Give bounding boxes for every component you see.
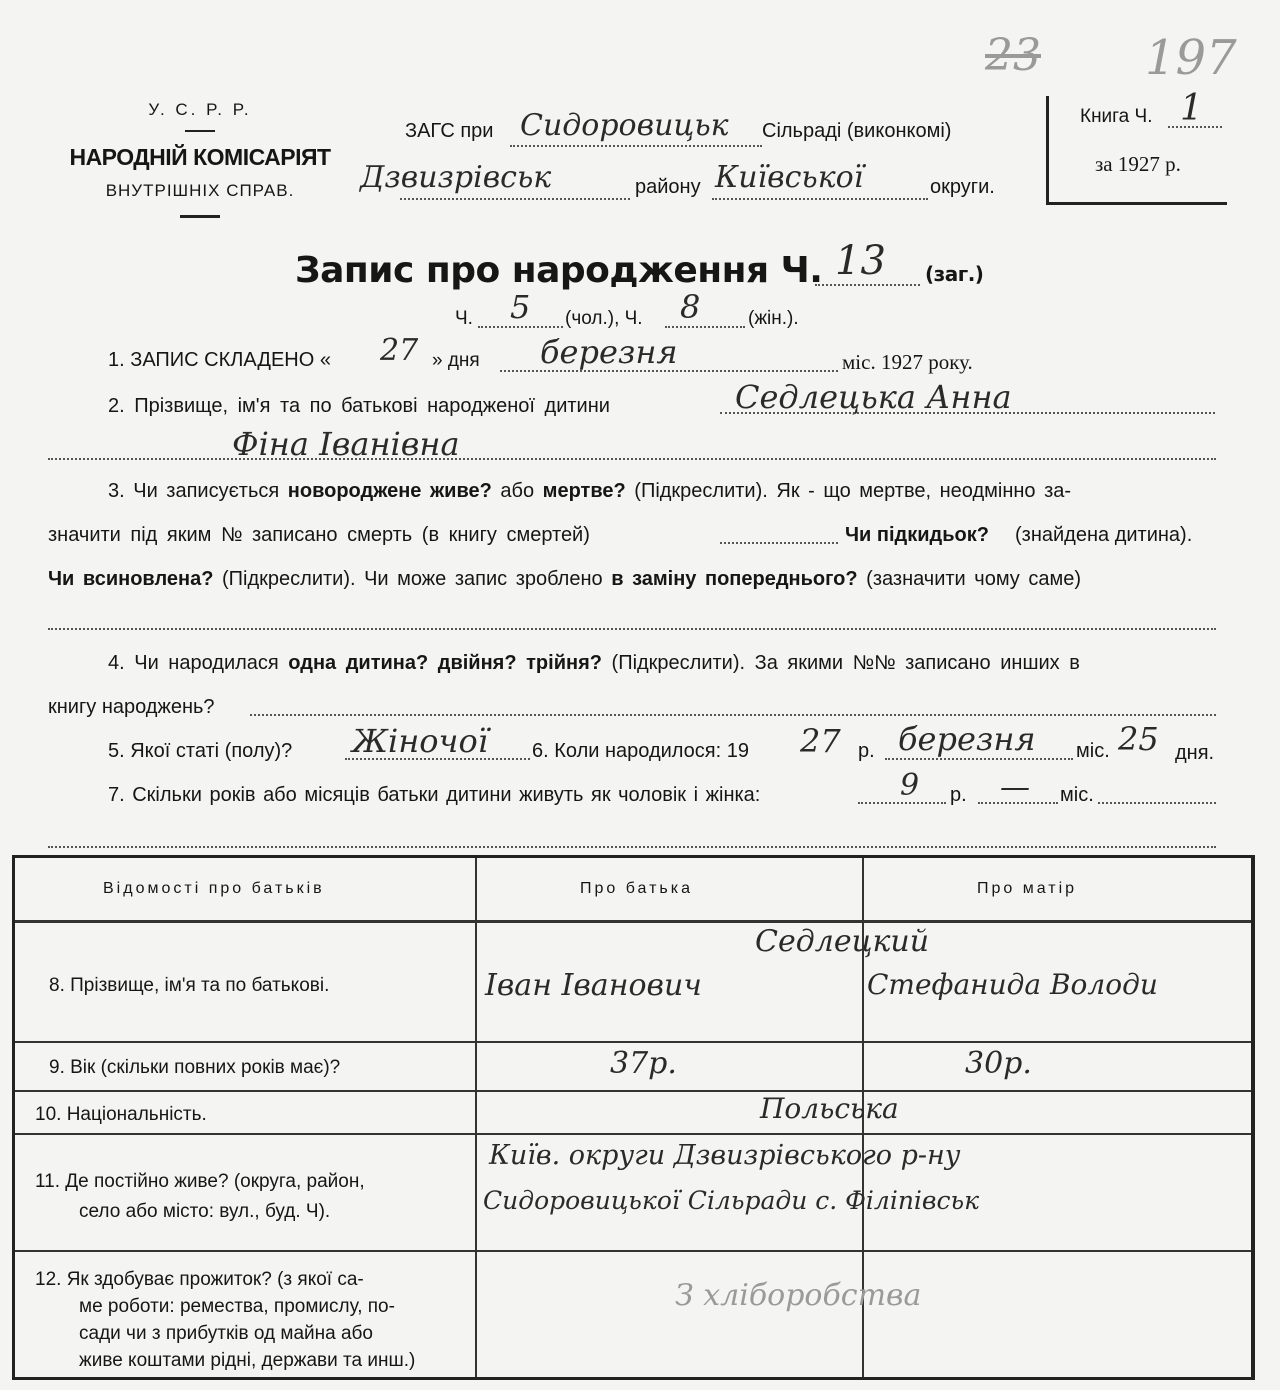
nationality: Польська — [760, 1092, 899, 1125]
f3-adopt-q: Чи всиновлена? — [48, 568, 214, 590]
f3-found-note: (знайдена дитина). — [1015, 524, 1193, 546]
internal-affairs-label: ВНУТРІШНІХ СПРАВ. — [105, 181, 295, 200]
f1-day: 27 — [380, 333, 419, 368]
f6-r: р. — [858, 740, 875, 762]
row12-label-3: сади чи з прибутків од майна або — [79, 1323, 373, 1344]
row-divider — [15, 1041, 1251, 1043]
dotted-line — [48, 846, 1216, 848]
f6-mis: міс. — [1076, 740, 1110, 762]
dotted-line — [815, 284, 920, 286]
dotted-line — [345, 758, 530, 760]
f3-line3-mid: (Підкреслити). Чи може запис зроблено — [222, 568, 603, 590]
female-label: (жін.). — [748, 308, 799, 329]
f3-found-q: Чи підкидьок? — [845, 524, 989, 546]
book-label: Книга Ч. — [1080, 106, 1153, 127]
father-name: Іван Іванович — [485, 968, 702, 1003]
book-year: за 1927 р. — [1095, 152, 1181, 176]
dotted-line — [478, 326, 563, 328]
dotted-line — [978, 802, 1058, 804]
residence-line-1: Київ. округи Дзвизрівського р-ну — [489, 1140, 961, 1171]
commissariat-label: НАРОДНІЙ КОМІСАРІЯТ — [69, 144, 331, 170]
f7-mis: міс. — [1060, 784, 1094, 806]
sheet-number: 197 — [1145, 30, 1237, 86]
f6-label: 6. Коли народилося: 19 — [532, 740, 749, 762]
dotted-line — [400, 198, 630, 200]
f3-c: або — [500, 480, 535, 502]
f2-child-name-2: Фіна Іванівна — [232, 425, 460, 463]
f3-line3-end: (зазначити чому саме) — [866, 568, 1082, 590]
f4-b: одна дитина? двійня? трійня? — [288, 652, 602, 674]
f3-d: мертве? — [542, 480, 626, 502]
record-suffix: (заг.) — [925, 262, 984, 286]
livelihood: З хліборобства — [675, 1278, 922, 1313]
divider — [180, 215, 220, 218]
f1-label: 1. ЗАПИС СКЛАДЕНО « — [108, 349, 331, 371]
dotted-line — [858, 802, 946, 804]
issuer-block — [40, 100, 360, 218]
f4-line2: книгу народжень? — [48, 696, 215, 718]
row-divider — [15, 1090, 1251, 1092]
f3-line3 — [48, 568, 1081, 591]
zags-prefix: ЗАГС при — [405, 120, 494, 142]
row12-label-2: ме роботи: ремества, промислу, по- — [79, 1296, 395, 1317]
f7-r: р. — [950, 784, 967, 806]
f3-a: 3. Чи записується — [108, 480, 280, 502]
female-count: 8 — [680, 288, 701, 326]
dotted-line — [1098, 802, 1216, 804]
dotted-line — [1168, 126, 1222, 128]
f3-e: (Підкреслити). Як - що мертве, неодмінно за- — [634, 480, 1072, 502]
dotted-line — [720, 412, 1215, 414]
male-count: 5 — [510, 288, 531, 326]
f1-month: березня — [540, 333, 678, 371]
crossed-number: 23 — [985, 30, 1041, 81]
divider — [185, 130, 215, 132]
f6-day: 25 — [1118, 720, 1159, 758]
mother-name: Стефанида Володи — [867, 968, 1158, 1001]
record-number: 13 — [835, 238, 886, 284]
raion-label: району — [635, 176, 701, 198]
dotted-line — [48, 628, 1216, 630]
row11-label-1: 11. Де постійно живе? (округа, район, — [35, 1171, 365, 1192]
mother-age: 30р. — [965, 1046, 1032, 1081]
parents-table — [12, 855, 1255, 1380]
row12-label-1: 12. Як здобуває прожиток? (з якої са- — [35, 1269, 364, 1290]
okruha-name: Київської — [715, 160, 864, 195]
col-header-info: Відомості про батьків — [103, 880, 325, 897]
col-header-mother: Про матір — [977, 880, 1078, 897]
f4-line1 — [108, 652, 1080, 675]
f6-end: дня. — [1175, 742, 1215, 764]
f5-label: 5. Якої статі (полу)? — [108, 740, 293, 762]
f7-months: — — [1000, 770, 1030, 805]
dotted-line — [48, 458, 1216, 460]
zags-village: Сидоровицьк — [520, 108, 729, 143]
okruha-label: округи. — [930, 176, 995, 198]
book-number: 1 — [1180, 88, 1203, 129]
f1-mid: » дня — [432, 350, 480, 371]
row11-label-2: село або місто: вул., буд. Ч). — [79, 1201, 331, 1222]
f5-sex: Жіночої — [352, 722, 488, 760]
row10-label: 10. Національність. — [35, 1104, 207, 1125]
row-divider — [15, 1250, 1251, 1252]
f3-line2: значити під яким № записано смерть (в книгу смертей) — [48, 524, 590, 546]
dotted-line — [712, 198, 928, 200]
row-divider — [15, 1133, 1251, 1135]
father-age: 37р. — [610, 1046, 677, 1081]
f3-line1 — [108, 480, 1071, 503]
raion-name: Дзвизрівськ — [360, 160, 552, 195]
usrr-label: У. С. Р. Р. — [148, 100, 252, 119]
column-divider — [475, 858, 477, 1377]
dotted-line — [500, 370, 838, 372]
f7-years: 9 — [900, 768, 920, 803]
zags-suffix: Сільраді (виконкомі) — [762, 120, 952, 142]
row12-label-4: живе коштами рідні, держави та инш.) — [79, 1350, 416, 1371]
father-surname: Седлецкий — [755, 924, 930, 959]
row-divider — [15, 920, 1251, 923]
dotted-line — [250, 714, 1216, 716]
f6-month: березня — [898, 720, 1036, 758]
row9-label: 9. Вік (скільки повних років має)? — [49, 1057, 341, 1078]
row8-label: 8. Прізвище, ім'я та по батькові. — [49, 975, 330, 996]
f2-child-name-1: Седлецька Анна — [735, 378, 1012, 416]
male-prefix: Ч. — [455, 308, 473, 329]
f2-label: 2. Прізвище, ім'я та по батькові народженої дитини — [108, 395, 610, 417]
residence-line-2: Сидоровицької Сільради с. Філіпівськ — [483, 1186, 980, 1215]
dotted-line — [510, 145, 762, 147]
dotted-line — [885, 758, 1073, 760]
record-title: Запис про народження Ч. — [295, 250, 823, 291]
f4-c: (Підкреслити). За якими №№ записано инших в — [611, 652, 1080, 674]
f7-label: 7. Скільки років або місяців батьки дитини живуть як чоловік і жінка: — [108, 784, 761, 806]
f1-end: міс. 1927 року. — [842, 350, 973, 374]
f3-replace-q: в заміну попереднього? — [611, 568, 858, 590]
f3-b: новороджене живе? — [287, 480, 492, 502]
dotted-line — [665, 326, 745, 328]
dotted-line — [720, 542, 838, 544]
col-header-father: Про батька — [580, 880, 693, 897]
f6-year: 27 — [800, 722, 841, 760]
f4-a: 4. Чи народилася — [108, 652, 279, 674]
male-label: (чол.), Ч. — [565, 308, 643, 329]
